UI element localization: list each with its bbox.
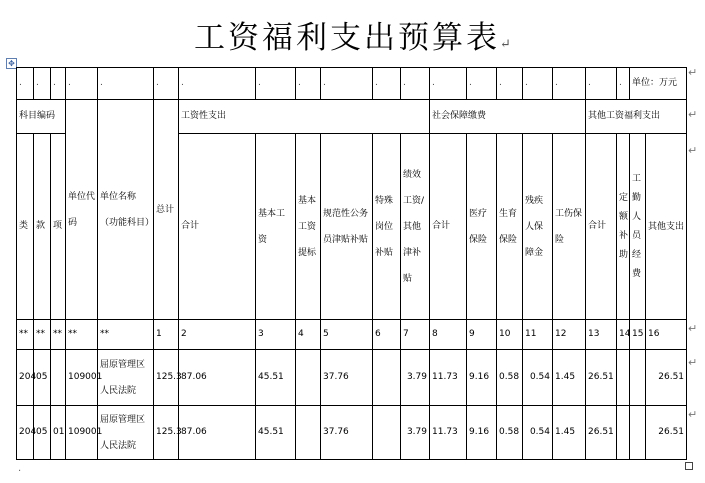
- item-cell: [51, 350, 66, 406]
- table-row: [17, 350, 687, 406]
- class-cell: 204: [17, 350, 34, 406]
- empty-cell: .: [98, 68, 154, 100]
- basic-wage-cell: 45.51: [256, 406, 296, 460]
- index-cell: **: [17, 320, 34, 350]
- index-cell: 8: [430, 320, 467, 350]
- index-cell: 3: [256, 320, 296, 350]
- injury-insurance-header: 工伤保险: [553, 134, 586, 320]
- empty-cell: .: [373, 68, 401, 100]
- other-expense-cell: 26.51: [646, 406, 687, 460]
- other-expense-header: 其他支出: [646, 134, 687, 320]
- other-group-header: 其他工资福利支出: [586, 100, 687, 134]
- basic-wage-raise-header: 基本工资提标: [296, 134, 321, 320]
- empty-cell: .: [497, 68, 523, 100]
- class-header: 类: [17, 134, 34, 320]
- index-cell: 5: [321, 320, 373, 350]
- medical-insurance-header: 医疗保险: [467, 134, 497, 320]
- empty-cell: .: [321, 68, 373, 100]
- paragraph-mark-icon: ↵: [500, 37, 511, 52]
- index-cell: 12: [553, 320, 586, 350]
- empty-cell: .: [430, 68, 467, 100]
- index-cell: 13: [586, 320, 617, 350]
- civil-allowance-header: 规范性公务员津贴补贴: [321, 134, 373, 320]
- civil-allowance-cell: 37.76: [321, 406, 373, 460]
- unit-label: 单位：万元: [630, 68, 687, 100]
- empty-cell: .: [467, 68, 497, 100]
- social-total-cell: 11.73: [430, 406, 467, 460]
- index-cell: 4: [296, 320, 321, 350]
- unit-name-header: 单位名称（功能科目）: [98, 100, 154, 320]
- document-title: [0, 18, 705, 65]
- index-cell: 7: [401, 320, 430, 350]
- row-end-mark-icon: ↵: [688, 66, 698, 79]
- table-move-handle-icon[interactable]: ✥: [6, 58, 17, 69]
- labor-fund-cell: [630, 406, 646, 460]
- empty-cell: .: [523, 68, 553, 100]
- row-end-mark-icon: ↵: [688, 356, 698, 369]
- total-cell: 125.3: [154, 350, 179, 406]
- empty-cell: .: [34, 68, 51, 100]
- index-row: [17, 320, 687, 350]
- social-total-header: 合计: [430, 134, 467, 320]
- empty-cell: .: [586, 68, 617, 100]
- maternity-cell: 0.58: [497, 350, 523, 406]
- basic-wage-header: 基本工资: [256, 134, 296, 320]
- social-group-header: 社会保障缴费: [430, 100, 586, 134]
- index-cell: 14: [617, 320, 630, 350]
- index-cell: 11: [523, 320, 553, 350]
- index-cell: **: [66, 320, 98, 350]
- wage-total-cell: 87.06: [179, 406, 256, 460]
- wage-group-header: 工资性支出: [179, 100, 430, 134]
- index-cell: 2: [179, 320, 256, 350]
- other-total-header: 合计: [586, 134, 617, 320]
- empty-cell: .: [51, 68, 66, 100]
- empty-cell: .: [401, 68, 430, 100]
- social-total-cell: 11.73: [430, 350, 467, 406]
- performance-cell: 3.79: [401, 406, 430, 460]
- total-cell: 125.3: [154, 406, 179, 460]
- basic-raise-cell: [296, 350, 321, 406]
- index-cell: **: [51, 320, 66, 350]
- blank-header-row: [17, 68, 687, 100]
- special-post-cell: [373, 406, 401, 460]
- empty-cell: .: [553, 68, 586, 100]
- section-cell: 05: [34, 350, 51, 406]
- index-cell: 1: [154, 320, 179, 350]
- performance-cell: 3.79: [401, 350, 430, 406]
- disability-fund-header: 残疾人保障金: [523, 134, 553, 320]
- maternity-insurance-header: 生育保险: [497, 134, 523, 320]
- section-cell: 05: [34, 406, 51, 460]
- empty-cell: .: [154, 68, 179, 100]
- other-expense-cell: 26.51: [646, 350, 687, 406]
- item-header: 项: [51, 134, 66, 320]
- fixed-subsidy-header: 定额补助: [617, 134, 630, 320]
- other-total-cell: 26.51: [586, 350, 617, 406]
- subject-code-header: 科目编码: [17, 100, 66, 134]
- injury-cell: 1.45: [553, 350, 586, 406]
- row-end-mark-icon: ↵: [688, 108, 698, 121]
- performance-wage-header: 绩效工资/其他津补贴: [401, 134, 430, 320]
- row-end-mark-icon: ↵: [688, 322, 698, 335]
- disability-cell: 0.54: [523, 350, 553, 406]
- row-end-mark-icon: ↵: [688, 408, 698, 421]
- other-total-cell: 26.51: [586, 406, 617, 460]
- wage-total-header: 合计: [179, 134, 256, 320]
- empty-cell: .: [17, 68, 34, 100]
- table-resize-handle-icon[interactable]: [685, 462, 693, 470]
- basic-wage-cell: 45.51: [256, 350, 296, 406]
- special-post-header: 特殊岗位补贴: [373, 134, 401, 320]
- unit-name-cell: 屈原管理区人民法院: [98, 350, 154, 406]
- medical-cell: 9.16: [467, 350, 497, 406]
- maternity-cell: 0.58: [497, 406, 523, 460]
- empty-cell: .: [179, 68, 256, 100]
- index-cell: 9: [467, 320, 497, 350]
- paragraph-mark-icon: .: [18, 463, 22, 474]
- fixed-subsidy-cell: [617, 350, 630, 406]
- total-header: 总计: [154, 100, 179, 320]
- empty-cell: .: [66, 68, 98, 100]
- labor-fund-header: 工勤人员经费: [630, 134, 646, 320]
- wage-total-cell: 87.06: [179, 350, 256, 406]
- unit-name-cell: 屈原管理区人民法院: [98, 406, 154, 460]
- fixed-subsidy-cell: [617, 406, 630, 460]
- item-cell: 01: [51, 406, 66, 460]
- empty-cell: .: [256, 68, 296, 100]
- index-cell: 10: [497, 320, 523, 350]
- basic-raise-cell: [296, 406, 321, 460]
- class-cell: 204: [17, 406, 34, 460]
- special-post-cell: [373, 350, 401, 406]
- table-row: [17, 406, 687, 460]
- index-cell: **: [34, 320, 51, 350]
- row-end-mark-icon: ↵: [688, 144, 698, 157]
- unit-code-cell: 109001: [66, 406, 98, 460]
- index-cell: 6: [373, 320, 401, 350]
- empty-cell: .: [617, 68, 630, 100]
- civil-allowance-cell: 37.76: [321, 350, 373, 406]
- index-cell: **: [98, 320, 154, 350]
- unit-code-header: 单位代码: [66, 100, 98, 320]
- budget-table: [16, 67, 687, 460]
- index-cell: 15: [630, 320, 646, 350]
- group-header-row: [17, 100, 687, 134]
- section-header: 款: [34, 134, 51, 320]
- empty-cell: .: [296, 68, 321, 100]
- index-cell: 16: [646, 320, 687, 350]
- disability-cell: 0.54: [523, 406, 553, 460]
- unit-code-cell: 109001: [66, 350, 98, 406]
- medical-cell: 9.16: [467, 406, 497, 460]
- document-title-text: 工资福利支出预算表: [194, 20, 501, 56]
- labor-fund-cell: [630, 350, 646, 406]
- injury-cell: 1.45: [553, 406, 586, 460]
